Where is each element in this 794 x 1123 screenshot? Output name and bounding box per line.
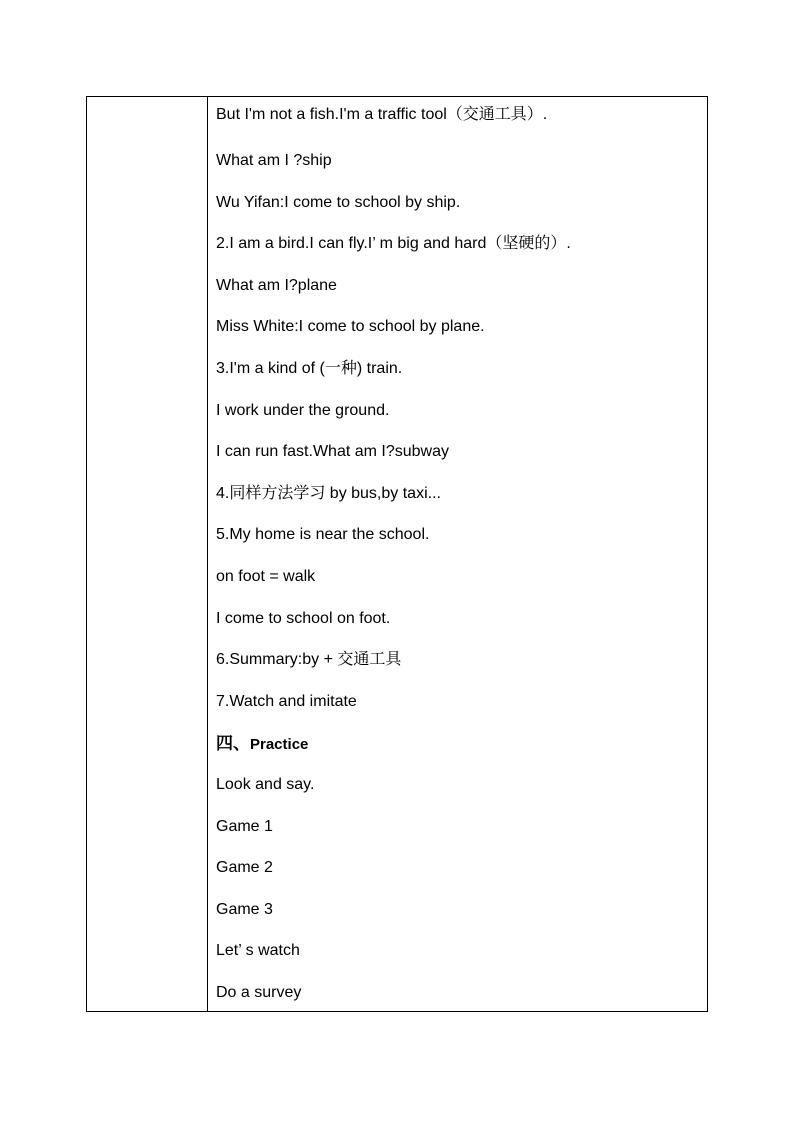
text-line: Look and say. [216, 776, 315, 793]
text-line: But I'm not a fish.I'm a traffic tool（交通工具）. [216, 106, 548, 123]
section-heading [216, 734, 308, 755]
text-line: Miss White:I come to school by plane. [216, 318, 485, 335]
text-line: 7.Watch and imitate [216, 693, 357, 710]
text-line: Let’ s watch [216, 942, 300, 959]
text-line: I work under the ground. [216, 402, 390, 419]
table-right-column [208, 97, 707, 1011]
text-line: 5.My home is near the school. [216, 526, 430, 543]
text-line: I can run fast.What am I?subway [216, 443, 449, 460]
text-line: 6.Summary:by + 交通工具 [216, 651, 402, 668]
text-line: What am I ?ship [216, 152, 332, 169]
text-line: Do a survey [216, 984, 302, 1001]
section-heading-title: Practice [250, 736, 309, 753]
text-line: Wu Yifan:I come to school by ship. [216, 194, 461, 211]
section-heading-number: 四、 [216, 734, 250, 753]
lesson-table [86, 96, 708, 1012]
text-line: Game 1 [216, 818, 273, 835]
text-line: What am I?plane [216, 277, 337, 294]
text-line: 4.同样方法学习 by bus,by taxi... [216, 485, 441, 502]
text-line: on foot = walk [216, 568, 316, 585]
table-left-column [87, 97, 208, 1011]
text-line: I come to school on foot. [216, 610, 391, 627]
text-line: 2.I am a bird.I can fly.I’ m big and hard（坚硬的）. [216, 235, 571, 252]
text-line: Game 3 [216, 901, 273, 918]
text-line: 3.I'm a kind of (一种) train. [216, 360, 403, 377]
text-line: Game 2 [216, 859, 273, 876]
